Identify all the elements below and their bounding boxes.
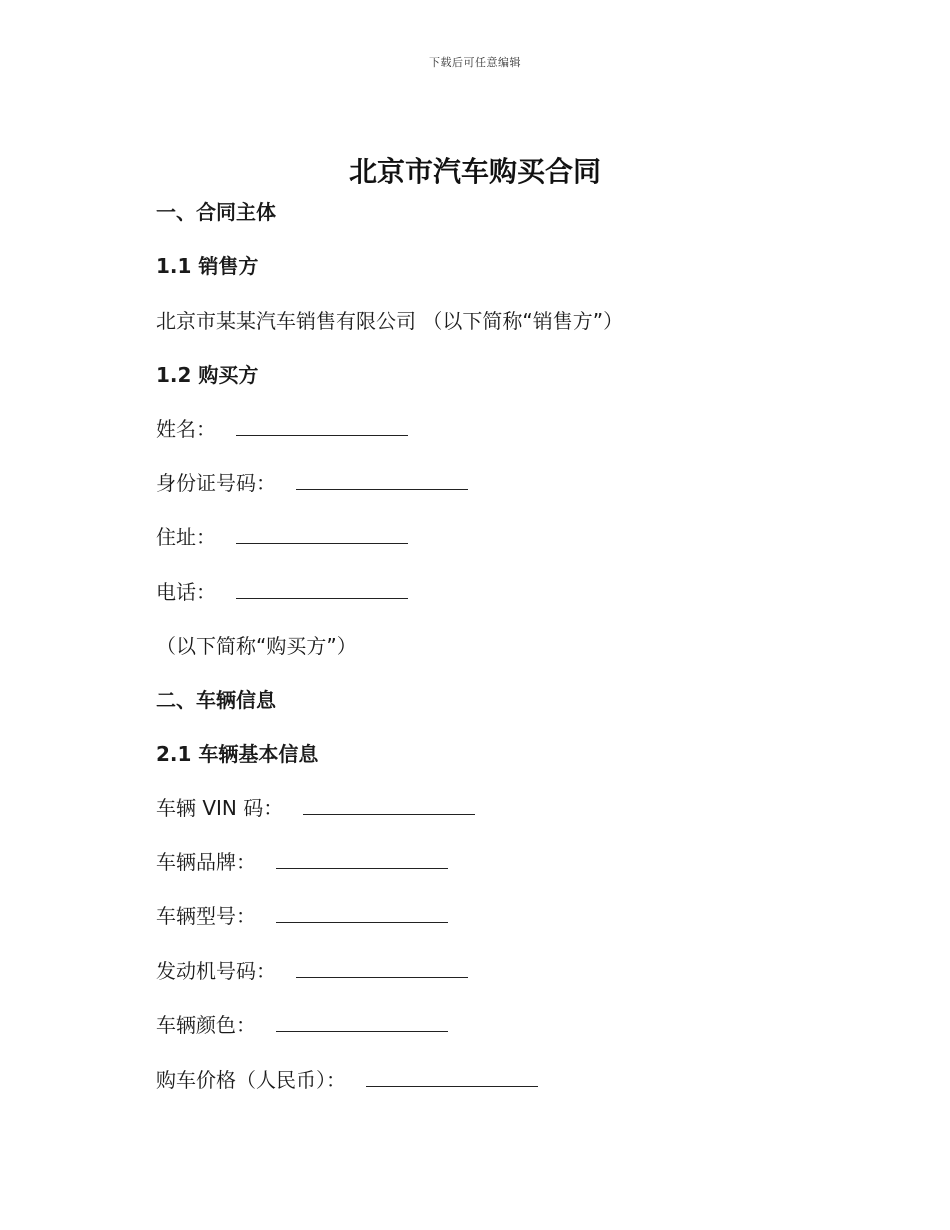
buyer-phone-blank[interactable] — [236, 580, 408, 599]
purchase-price-blank[interactable] — [366, 1068, 538, 1087]
seller-name: 北京市某某汽车销售有限公司 （以下简称“销售方”） — [156, 309, 624, 333]
vehicle-color-row — [156, 1013, 448, 1037]
buyer-address-row — [156, 525, 408, 549]
buyer-name-row — [156, 417, 408, 441]
page-header-note: 下载后可任意编辑 — [429, 56, 521, 69]
section1-heading: 一、合同主体 — [156, 200, 276, 224]
buyer-phone-label: 电话： — [156, 580, 216, 604]
vehicle-basic-heading: 2.1 车辆基本信息 — [156, 742, 319, 766]
vehicle-vin-label: 车辆 VIN 码： — [156, 796, 284, 820]
contract-title: 北京市汽车购买合同 — [348, 155, 601, 188]
engine-number-row — [156, 959, 468, 983]
vehicle-model-label: 车辆型号： — [156, 904, 256, 928]
vehicle-brand-label: 车辆品牌： — [156, 850, 256, 874]
engine-number-label: 发动机号码： — [156, 959, 276, 983]
vehicle-vin-row — [156, 796, 475, 820]
vehicle-brand-blank[interactable] — [276, 850, 448, 869]
seller-heading: 1.1 销售方 — [156, 254, 259, 278]
buyer-address-blank[interactable] — [236, 525, 408, 544]
vehicle-model-blank[interactable] — [276, 904, 448, 923]
buyer-heading: 1.2 购买方 — [156, 363, 259, 387]
buyer-name-label: 姓名： — [156, 417, 216, 441]
buyer-id-row — [156, 471, 468, 495]
buyer-name-blank[interactable] — [236, 417, 408, 436]
section2-heading: 二、车辆信息 — [156, 688, 276, 712]
buyer-phone-row — [156, 580, 408, 604]
vehicle-color-blank[interactable] — [276, 1013, 448, 1032]
buyer-alias: （以下简称“购买方”） — [156, 634, 357, 658]
purchase-price-row — [156, 1068, 538, 1092]
engine-number-blank[interactable] — [296, 959, 468, 978]
vehicle-color-label: 车辆颜色： — [156, 1013, 256, 1037]
buyer-id-blank[interactable] — [296, 471, 468, 490]
vehicle-model-row — [156, 904, 448, 928]
buyer-id-label: 身份证号码： — [156, 471, 276, 495]
vehicle-vin-blank[interactable] — [303, 796, 475, 815]
buyer-address-label: 住址： — [156, 525, 216, 549]
vehicle-brand-row — [156, 850, 448, 874]
purchase-price-label: 购车价格（人民币）： — [156, 1068, 346, 1092]
